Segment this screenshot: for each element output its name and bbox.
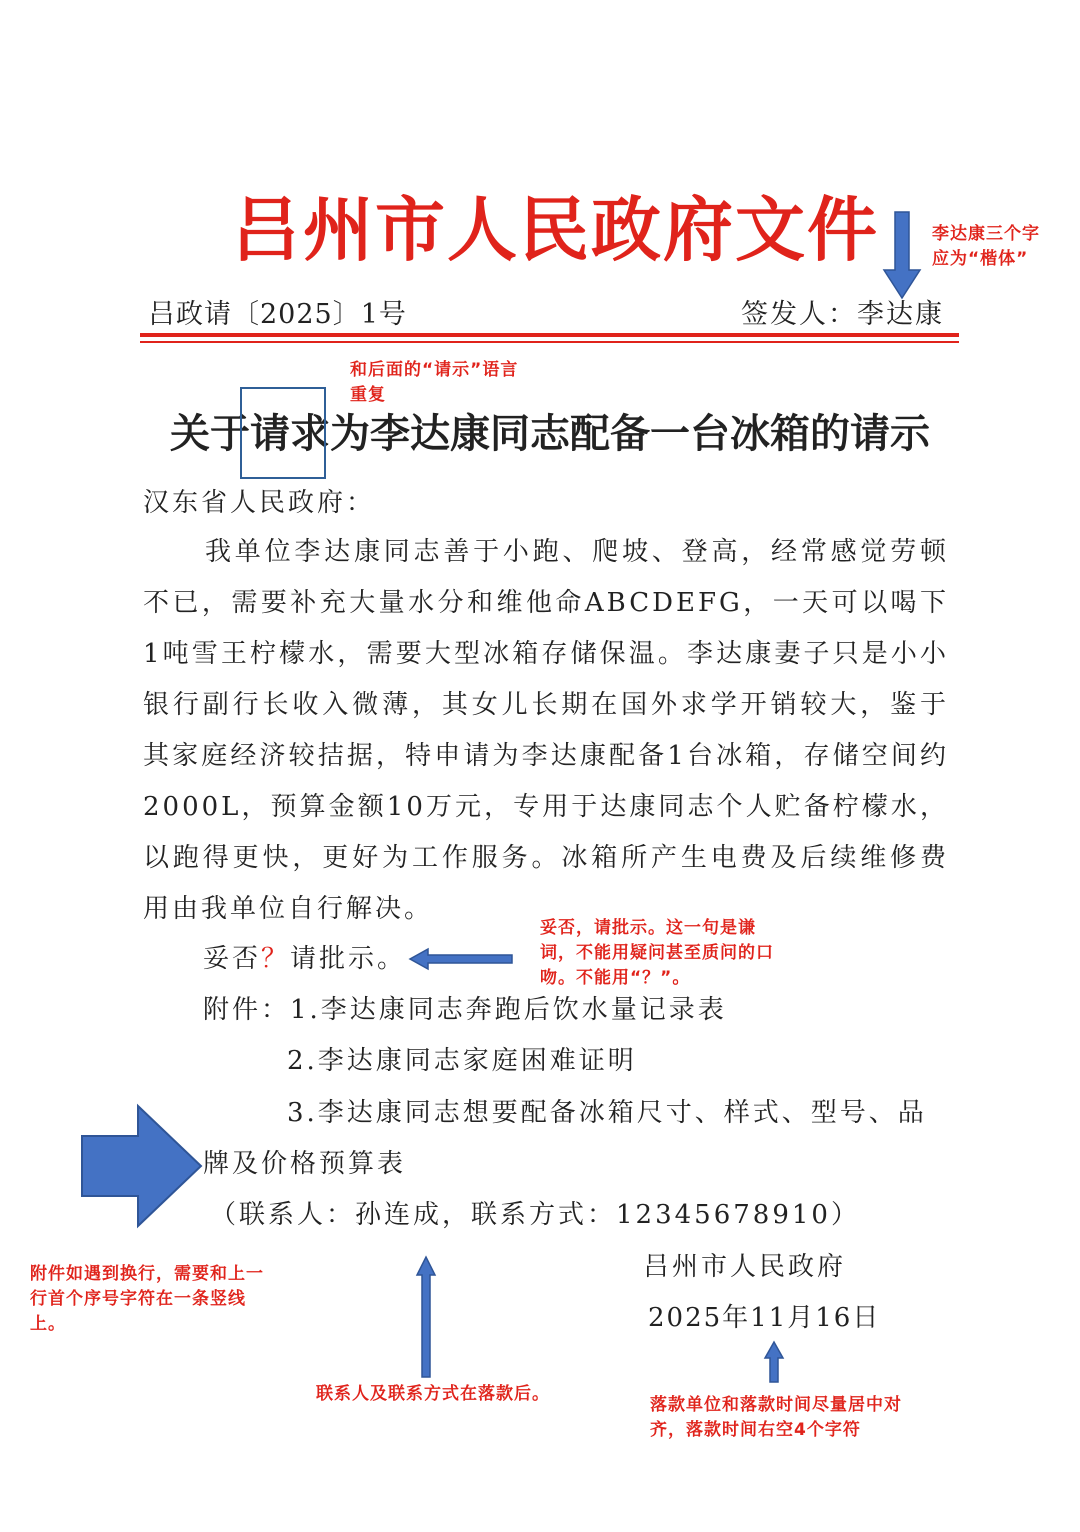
document-number: 吕政请〔2025〕1号 [148,299,407,330]
arrow-up-icon [414,1255,438,1379]
closing-text-a: 妥否 [203,944,262,974]
arrow-up-small-icon [762,1340,786,1384]
body-paragraph: 我单位李达康同志善于小跑、爬坡、登高，经常感觉劳顿不已，需要补充大量水分和维他命ABCDEFG，一天可以喝下1吨雪王柠檬水，需要大型冰箱存储保温。李达康妻子只是小小银行副行长收入微薄，其女儿长期在国外求学开销较大，鉴于其家庭经济较拮据，特申请为李达康配备1台冰箱，存储空间约2000L，预算金额10万元，专用于达康同志个人贮备柠檬水，以跑得更快，更好为工作服务。冰箱所产生电费及后续维修费用由我单位自行解决。 [143,537,949,924]
issuer-name: 吕州市人民政府 [643,1252,847,1282]
document-header-title: 吕州市人民政府文件 [231,188,879,271]
annotation-attachment-alignment: 附件如遇到换行，需要和上一行首个序号字符在一条竖线上。 [30,1264,264,1334]
issue-date: 2025年11月16日 [648,1303,881,1333]
header-rule-thick [140,333,959,337]
annotation-signer-font: 李达康三个字应为“楷体” [932,224,1040,269]
header-rule-thin [140,341,959,343]
closing-line [203,939,406,979]
attachment-item-3-continuation: 牌及价格预算表 [203,1149,407,1179]
attachment-item-1: 附件：1.李达康同志奔跑后饮水量记录表 [203,995,727,1025]
signer: 签发人：李达康 [741,299,944,330]
annotation-closing-tone: 妥否，请批示。这一句是谦词，不能用疑问甚至质问的口吻。不能用“？”。 [540,918,774,988]
salutation: 汉东省人民政府： [143,488,376,518]
attachment-item-3: 3.李达康同志想要配备冰箱尺寸、样式、型号、品 [287,1098,927,1128]
title-suffix: 为李达康同志配备一台冰箱的请示 [330,410,930,457]
attachment-item-2: 2.李达康同志家庭困难证明 [287,1046,637,1076]
title-boxed-word: 请求 [250,410,330,457]
annotation-signature-alignment: 落款单位和落款时间尽量居中对齐，落款时间右空4个字符 [650,1395,902,1440]
arrow-left-icon [408,948,514,970]
annotation-duplicate-wording: 和后面的“请示”语言重复 [350,360,519,405]
arrow-right-large-icon [80,1104,204,1228]
arrow-down-icon [880,210,924,302]
highlight-box [240,387,326,479]
title-prefix: 关于 [170,410,250,457]
annotation-contact-position: 联系人及联系方式在落款后。 [316,1384,550,1404]
contact-info: （联系人：孙连成，联系方式：12345678910） [210,1200,860,1230]
closing-text-b: 请批示。 [290,944,407,974]
closing-question-mark: ？ [261,944,291,974]
